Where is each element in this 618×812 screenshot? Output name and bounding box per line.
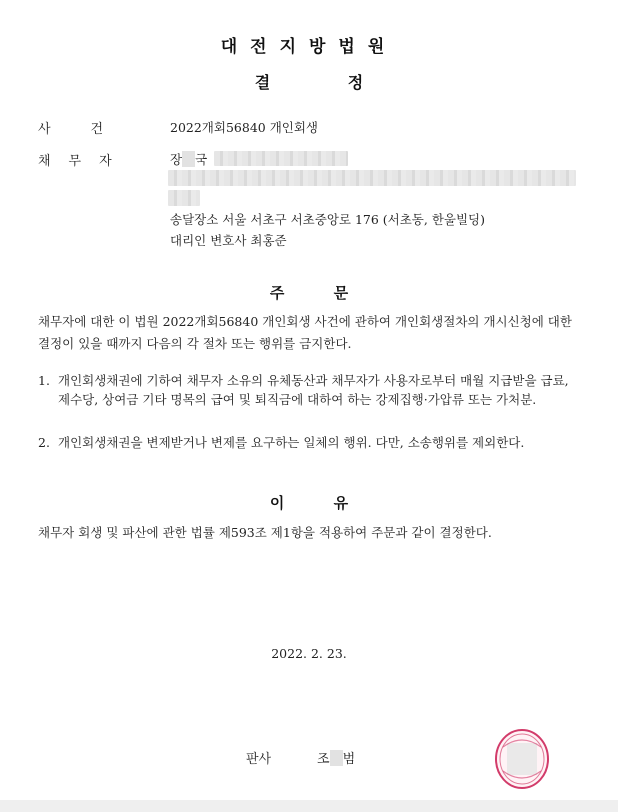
redacted-char	[182, 151, 195, 167]
judge-label: 판사	[246, 752, 272, 767]
case-label: 사건	[38, 122, 144, 137]
reason-heading: 이 유	[269, 494, 349, 512]
order-item-2-text: 개인회생채권을 변제받거나 변제를 요구하는 일체의 행위. 다만, 소송행위를 제외한다.	[58, 435, 525, 450]
reason-body: 채무자 회생 및 파산에 관한 법률 제593조 제1항을 적용하여 주문과 같이 결정한다.	[38, 525, 492, 540]
court-name: 대전지방법원	[220, 37, 398, 57]
redacted-address-line-2	[168, 190, 200, 206]
redacted-id	[214, 151, 348, 166]
decision-date: 2022. 2. 23.	[271, 646, 347, 661]
case-value: 2022개회56840 개인회생	[170, 120, 318, 135]
court-seal-icon	[493, 727, 551, 791]
order-item-1	[38, 371, 584, 409]
order-heading: 주 문	[269, 284, 349, 302]
redacted-address-line-1	[168, 170, 576, 186]
order-body: 채무자에 대한 이 법원 2022개회56840 개인회생 사건에 관하여 개인회생절차의 개시신청에 대한 결정이 있을 때까지 다음의 각 절차 또는 행위를 금지한다.	[38, 314, 572, 351]
page-footer-bar	[0, 800, 618, 812]
debtor-name-last: 국	[195, 152, 208, 167]
order-item-2-number: 2.	[38, 435, 50, 450]
order-item-1-number: 1.	[38, 373, 50, 388]
debtor-label: 채무자	[38, 154, 130, 169]
judge-name	[317, 748, 355, 767]
debtor-name-first: 장	[170, 152, 183, 167]
judge-name-last: 범	[342, 752, 356, 767]
debtor-name	[170, 150, 207, 168]
redacted-char	[330, 750, 343, 766]
agent-lawyer: 대리인 변호사 최홍준	[170, 233, 287, 248]
order-item-2	[38, 433, 584, 452]
order-item-1-text: 개인회생채권에 기하여 채무자 소유의 유체동산과 채무자가 사용자로부터 매월 지급받을 급료, 제수당, 상여금 기타 명목의 급여 및 퇴직금에 대하여 하는 강제집행·가압류 또는 가처분.	[58, 373, 569, 407]
service-address: 송달장소 서울 서초구 서초중앙로 176 (서초동, 한울빌딩)	[170, 212, 486, 227]
judge-name-first: 조	[317, 752, 330, 767]
document-type: 결 정	[254, 73, 364, 92]
